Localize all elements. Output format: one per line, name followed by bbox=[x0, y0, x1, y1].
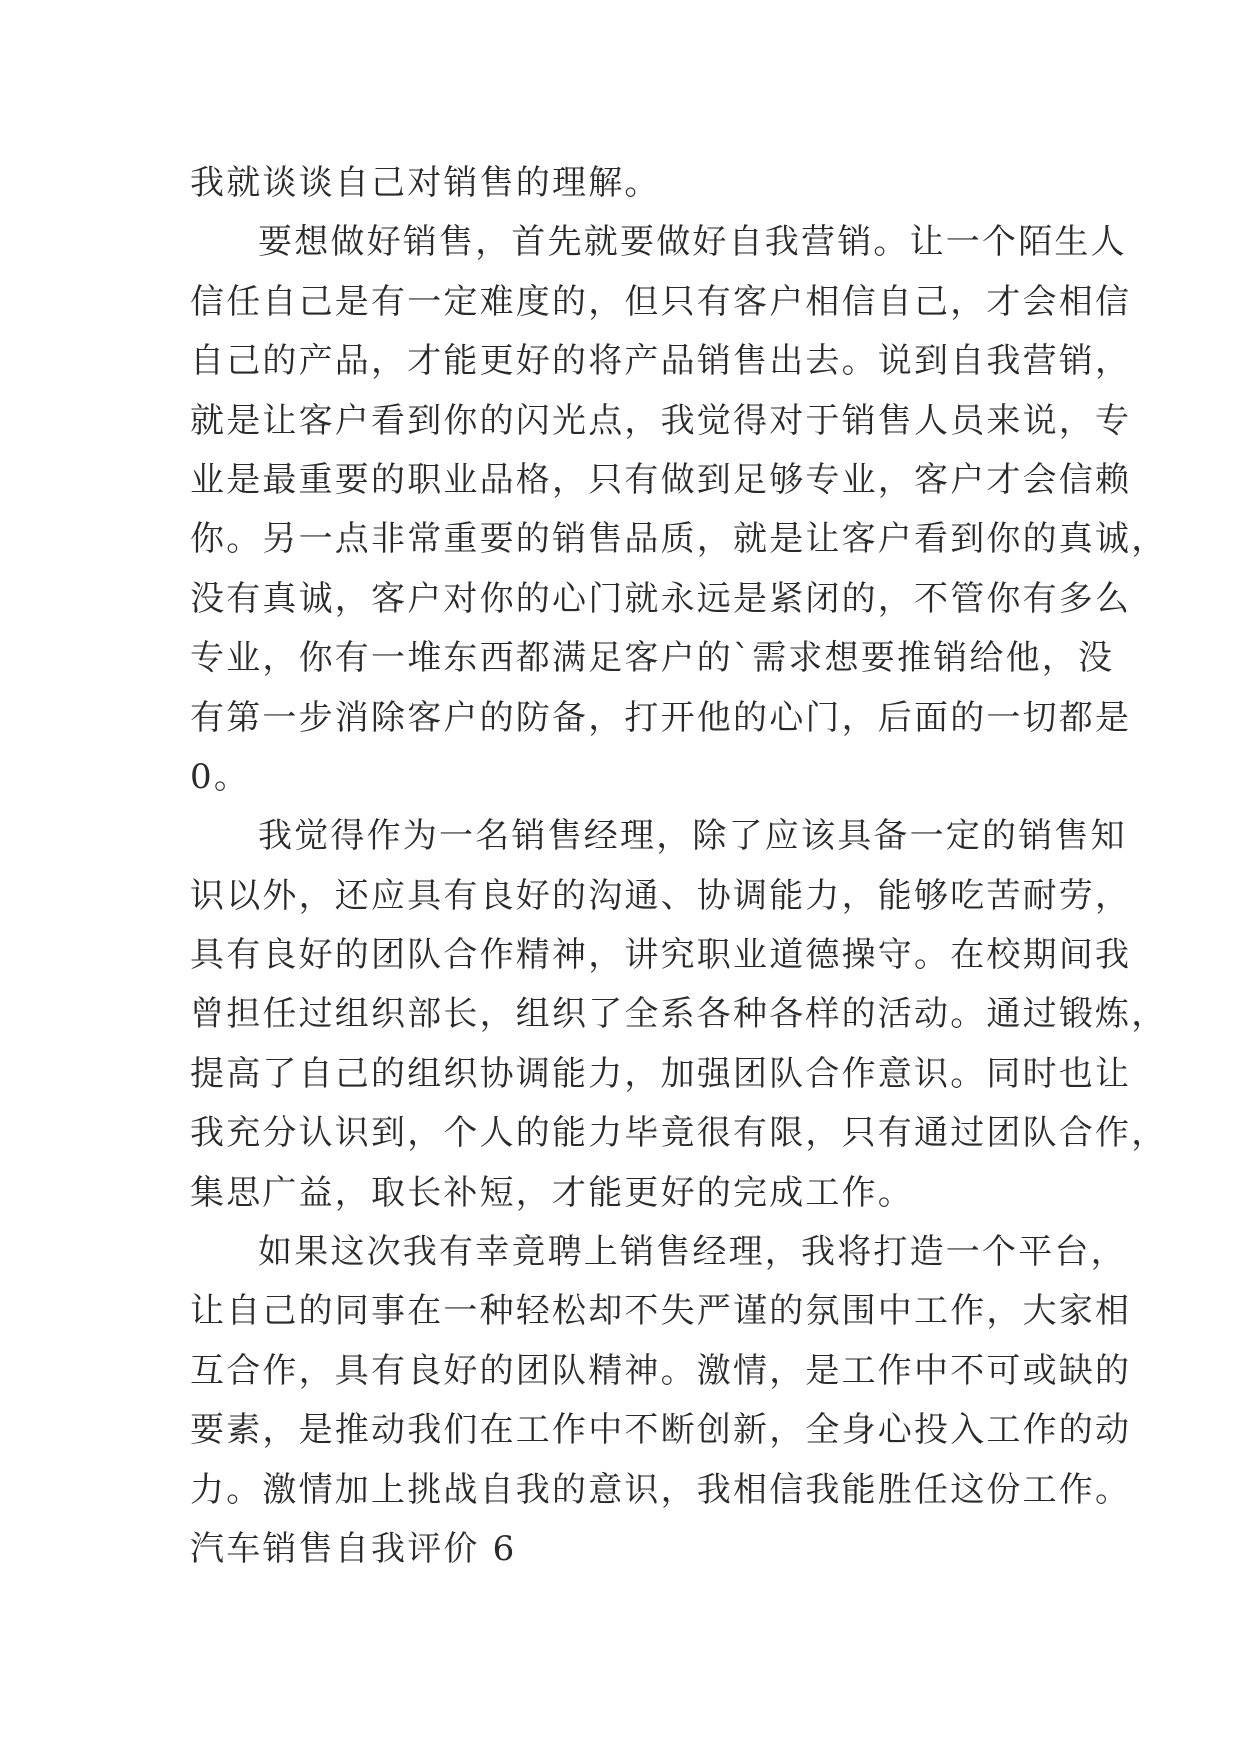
text-line: 就是让客户看到你的闪光点，我觉得对于销售人员来说，专 bbox=[190, 400, 1132, 441]
text-line: 业是最重要的职业品格，只有做到足够专业，客户才会信赖 bbox=[190, 459, 1132, 500]
text-line: 提高了自己的组织协调能力，加强团队合作意识。同时也让 bbox=[190, 1053, 1132, 1094]
text-line: 要素，是推动我们在工作中不断创新，全身心投入工作的动 bbox=[190, 1410, 1132, 1451]
text-line: 要想做好销售，首先就要做好自我营销。让一个陌生人 bbox=[258, 222, 1127, 263]
text-line: 互合作，具有良好的团队精神。激情，是工作中不可或缺的 bbox=[190, 1350, 1132, 1391]
text-line: 力。激情加上挑战自我的意识，我相信我能胜任这份工作。 bbox=[190, 1469, 1132, 1510]
text-line: 让自己的同事在一种轻松却不失严谨的氛围中工作，大家相 bbox=[190, 1291, 1132, 1332]
text-line: 有第一步消除客户的防备，打开他的心门，后面的一切都是 bbox=[190, 697, 1132, 738]
text-line: 我觉得作为一名销售经理，除了应该具备一定的销售知 bbox=[258, 816, 1127, 857]
text-line: 汽车销售自我评价 6 bbox=[190, 1528, 517, 1569]
text-line: 我充分认识到，个人的能力毕竟很有限，只有通过团队合作， bbox=[190, 1113, 1168, 1154]
text-line: 具有良好的团队合作精神，讲究职业道德操守。在校期间我 bbox=[190, 935, 1132, 976]
text-line: 识以外，还应具有良好的沟通、协调能力，能够吃苦耐劳， bbox=[190, 875, 1132, 916]
text-line: 你。另一点非常重要的销售品质，就是让客户看到你的真诚， bbox=[190, 519, 1168, 560]
text-line: 如果这次我有幸竟聘上销售经理，我将打造一个平台， bbox=[258, 1232, 1127, 1273]
text-line: 曾担任过组织部长，组织了全系各种各样的活动。通过锻炼， bbox=[190, 994, 1168, 1035]
text-line: 我就谈谈自己对销售的理解。 bbox=[190, 163, 661, 203]
text-line: 专业，你有一堆东西都满足客户的`需求想要推销给他，没 bbox=[190, 638, 1115, 679]
text-line: 没有真诚，客户对你的心门就永远是紧闭的，不管你有多么 bbox=[190, 578, 1132, 619]
text-line: 0。 bbox=[190, 756, 251, 797]
document-body bbox=[190, 154, 1168, 1579]
text-line: 自己的产品，才能更好的将产品销售出去。说到自我营销， bbox=[190, 341, 1132, 382]
text-line: 集思广益，取长补短，才能更好的完成工作。 bbox=[190, 1172, 914, 1213]
text-line: 信任自己是有一定难度的，但只有客户相信自己，才会相信 bbox=[190, 281, 1132, 322]
